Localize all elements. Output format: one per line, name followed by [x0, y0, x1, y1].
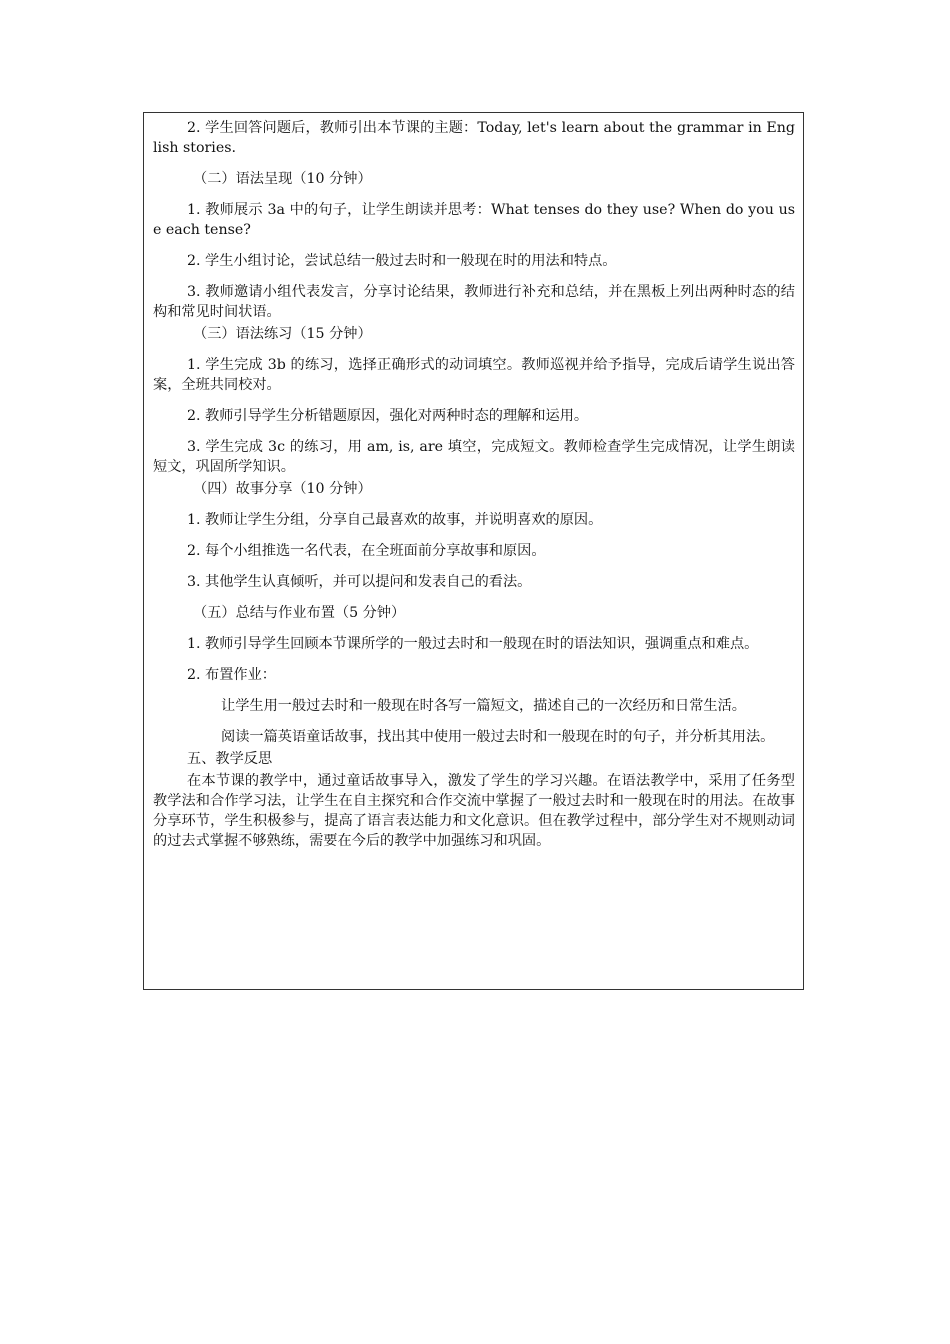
reflection-paragraph: 在本节课的教学中，通过童话故事导入，激发了学生的学习兴趣。在语法教学中，采用了任务型教学法和合作学习法，让学生在自主探究和合作交流中掌握了一般过去时和一般现在时的用法。在故事分享环节，学生积极参与，提高了语言表达能力和文化意识。但在教学过程中，部分学生对不规则动词的过去式掌握不够熟练，需要在今后的教学中加强练习和巩固。 [153, 773, 795, 849]
section-5-heading: （五）总结与作业布置（5 分钟） [193, 605, 406, 621]
section-3-heading: （三）语法练习（15 分钟） [193, 326, 372, 342]
section-3-item-1: 1. 学生完成 3b 的练习，选择正确形式的动词填空。教师巡视并给予指导，完成后请学生说出答案，全班共同校对。 [153, 357, 795, 393]
section-4-item-3: 3. 其他学生认真倾听，并可以提问和发表自己的看法。 [187, 574, 532, 590]
section-2-heading: （二）语法呈现（10 分钟） [193, 171, 372, 187]
section-3-item-2: 2. 教师引导学生分析错题原因，强化对两种时态的理解和运用。 [187, 408, 589, 424]
section-4-item-2: 2. 每个小组推选一名代表，在全班面前分享故事和原因。 [187, 543, 546, 559]
section-2-item-1: 1. 教师展示 3a 中的句子，让学生朗读并思考：What tenses do they use? When do you use each tense? [153, 202, 795, 238]
section-5-item-1: 1. 教师引导学生回顾本节课所学的一般过去时和一般现在时的语法知识，强调重点和难点。 [187, 636, 759, 652]
section-5-item-2: 2. 布置作业： [187, 667, 276, 683]
homework-item-2: 阅读一篇英语童话故事，找出其中使用一般过去时和一般现在时的句子，并分析其用法。 [221, 729, 775, 745]
homework-item-1: 让学生用一般过去时和一般现在时各写一篇短文，描述自己的一次经历和日常生活。 [221, 698, 746, 714]
section-3-item-3: 3. 学生完成 3c 的练习，用 am, is, are 填空，完成短文。教师检查学生完成情况，让学生朗读短文，巩固所学知识。 [153, 439, 795, 475]
reflection-heading: 五、教学反思 [187, 751, 273, 767]
section-4-heading: （四）故事分享（10 分钟） [193, 481, 372, 497]
section-4-item-1: 1. 教师让学生分组，分享自己最喜欢的故事，并说明喜欢的原因。 [187, 512, 603, 528]
intro-answer-paragraph: 2. 学生回答问题后，教师引出本节课的主题：Today, let's learn about the grammar in English stories. [153, 120, 795, 156]
lesson-plan-table-cell [143, 112, 804, 990]
section-2-item-3: 3. 教师邀请小组代表发言，分享讨论结果，教师进行补充和总结，并在黑板上列出两种时态的结构和常见时间状语。 [153, 284, 795, 320]
section-2-item-2: 2. 学生小组讨论，尝试总结一般过去时和一般现在时的用法和特点。 [187, 253, 617, 269]
